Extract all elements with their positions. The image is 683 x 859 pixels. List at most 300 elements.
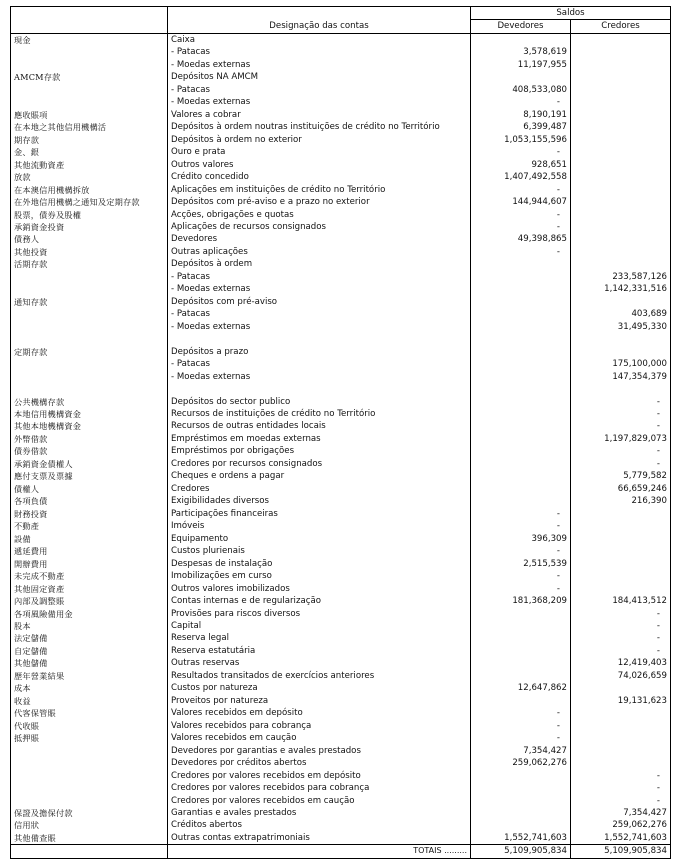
account-name-pt: Valores recebidos em depósito [168,707,471,719]
account-name-zh [11,59,168,71]
saldo-devedor [471,258,571,270]
saldo-devedor [471,346,571,358]
saldo-devedor [471,608,571,620]
header-saldos: Saldos [471,7,671,20]
table-row [11,196,671,208]
saldo-devedor: 259,062,276 [471,757,571,769]
saldo-credor [571,209,671,221]
saldo-devedor: - [471,221,571,233]
account-name-zh: 未完成不動產 [11,570,168,582]
account-name-zh: 股票，債券及股權 [11,209,168,221]
table-row [11,483,671,495]
account-name-pt: Aplicações em instituições de crédito no Território [168,184,471,196]
saldo-devedor: 1,407,492,558 [471,171,571,183]
saldo-devedor [471,795,571,807]
account-name-zh: 外幣借款 [11,433,168,445]
table-row [11,383,671,395]
table-row [11,408,671,420]
header-blank-2 [168,7,471,20]
account-name-zh: 承銷資金債權人 [11,458,168,470]
saldo-devedor [471,71,571,83]
saldo-credor: 66,659,246 [571,483,671,495]
table-row [11,321,671,333]
account-name-zh: 不動產 [11,520,168,532]
account-name-pt: Crédito concedido [168,171,471,183]
table-row [11,570,671,582]
table-row [11,283,671,295]
saldo-devedor [471,433,571,445]
saldo-credor [571,570,671,582]
account-name-zh: 信用狀 [11,819,168,831]
totals-credores: 5,109,905,834 [571,845,671,858]
header-devedores: Devedores [471,20,571,33]
account-name-zh: 金、銀 [11,146,168,158]
account-name-zh [11,745,168,757]
account-name-pt: Imóveis [168,520,471,532]
table-row [11,558,671,570]
account-name-pt: Despesas de instalação [168,558,471,570]
table-row [11,495,671,507]
account-name-pt: Depósitos com pré-aviso e a prazo no exterior [168,196,471,208]
totals-label: TOTAIS ......... [168,845,471,858]
table-row [11,695,671,707]
table-row [11,782,671,794]
table-row [11,59,671,71]
saldo-credor: - [571,770,671,782]
table-row [11,271,671,283]
saldo-credor [571,533,671,545]
table-row [11,608,671,620]
account-name-pt: Recursos de instituições de crédito no Território [168,408,471,420]
saldo-credor [571,346,671,358]
balance-sheet [10,6,670,859]
saldo-devedor: 3,578,619 [471,46,571,58]
account-name-pt: Valores recebidos em caução [168,732,471,744]
account-name-zh: 應收賬項 [11,109,168,121]
saldo-devedor: - [471,583,571,595]
account-name-pt: Credores por valores recebidos para cobrança [168,782,471,794]
account-name-zh: 抵押賬 [11,732,168,744]
account-name-zh: 其他流動資產 [11,159,168,171]
table-row [11,583,671,595]
account-name-zh [11,358,168,370]
account-name-pt: Equipamento [168,533,471,545]
account-name-zh: 公共機構存款 [11,396,168,408]
account-name-zh: 設備 [11,533,168,545]
saldo-credor: 1,197,829,073 [571,433,671,445]
header-blank [11,7,168,20]
account-name-pt: Depósitos à ordem [168,258,471,270]
saldo-credor [571,134,671,146]
account-name-pt: Credores [168,483,471,495]
account-name-zh: 股本 [11,620,168,632]
saldo-devedor: 181,368,209 [471,595,571,607]
account-rows [11,33,671,844]
account-name-zh: 在外地信用機構之通知及定期存款 [11,196,168,208]
saldo-credor [571,583,671,595]
table-row [11,682,671,694]
account-name-zh: 代客保管賬 [11,707,168,719]
table-row [11,233,671,245]
account-name-zh: 內部及調整賬 [11,595,168,607]
account-name-zh: 收益 [11,695,168,707]
table-row [11,221,671,233]
saldo-credor [571,333,671,345]
saldo-devedor: - [471,184,571,196]
account-name-pt: Outras aplicações [168,246,471,258]
saldo-devedor [471,33,571,46]
saldo-devedor [471,695,571,707]
account-name-pt: - Patacas [168,46,471,58]
saldo-credor: 7,354,427 [571,807,671,819]
saldo-credor [571,221,671,233]
table-row [11,458,671,470]
saldo-credor: 184,413,512 [571,595,671,607]
account-name-pt: Proveitos por natureza [168,695,471,707]
account-name-zh: 期存款 [11,134,168,146]
table-row [11,33,671,46]
account-name-pt: Depósitos do sector publico [168,396,471,408]
saldo-credor: 19,131,623 [571,695,671,707]
account-name-pt: Credores por recursos consignados [168,458,471,470]
account-name-zh: 現金 [11,33,168,46]
table-row [11,657,671,669]
account-name-zh [11,333,168,345]
header-designacao: Designação das contas [168,20,471,33]
saldo-credor: - [571,645,671,657]
saldo-credor [571,383,671,395]
table-row [11,795,671,807]
header-row-columns [11,20,671,33]
account-name-pt: - Patacas [168,84,471,96]
account-name-zh [11,383,168,395]
table-row [11,632,671,644]
saldo-credor: - [571,608,671,620]
saldo-devedor: 6,399,487 [471,121,571,133]
saldo-devedor [471,283,571,295]
table-row [11,258,671,270]
saldo-devedor [471,470,571,482]
saldo-credor [571,196,671,208]
account-name-pt: Exigibilidades diversos [168,495,471,507]
saldo-credor [571,33,671,46]
table-row [11,770,671,782]
account-name-pt: - Patacas [168,358,471,370]
saldo-credor [571,745,671,757]
account-name-pt: Acções, obrigações e quotas [168,209,471,221]
saldo-credor [571,682,671,694]
account-name-zh: 承銷資金投資 [11,221,168,233]
saldo-credor [571,59,671,71]
saldo-devedor [471,770,571,782]
saldo-credor: 216,390 [571,495,671,507]
header-row-saldos [11,7,671,20]
saldo-devedor: 2,515,539 [471,558,571,570]
account-name-zh: 代收賬 [11,720,168,732]
saldo-devedor: - [471,96,571,108]
saldo-credor: - [571,795,671,807]
account-name-pt: Reserva legal [168,632,471,644]
saldo-devedor: 8,190,191 [471,109,571,121]
account-name-pt [168,333,471,345]
account-name-zh: 歷年營業結果 [11,670,168,682]
saldo-devedor: 1,552,741,603 [471,832,571,845]
account-name-zh: 自定儲備 [11,645,168,657]
saldo-credor [571,109,671,121]
account-name-pt: - Moedas externas [168,96,471,108]
account-name-pt: Provisões para riscos diversos [168,608,471,620]
table-row [11,720,671,732]
saldo-credor: 233,587,126 [571,271,671,283]
account-name-pt: Participações financeiras [168,508,471,520]
saldo-credor [571,159,671,171]
saldo-credor [571,184,671,196]
table-row [11,308,671,320]
saldo-devedor: - [471,545,571,557]
account-name-zh: 應付支票及票據 [11,470,168,482]
saldo-credor: 175,100,000 [571,358,671,370]
saldo-devedor [471,321,571,333]
saldo-devedor: - [471,209,571,221]
account-name-pt: Valores recebidos para cobrança [168,720,471,732]
saldo-credor [571,732,671,744]
table-row [11,470,671,482]
account-name-zh [11,321,168,333]
account-name-zh: 其他備查賬 [11,832,168,845]
account-name-pt: Outras contas extrapatrimoniais [168,832,471,845]
account-name-zh [11,371,168,383]
account-name-pt: - Patacas [168,308,471,320]
saldo-devedor: - [471,707,571,719]
table-row [11,707,671,719]
saldo-devedor [471,420,571,432]
account-name-pt: Capital [168,620,471,632]
account-name-zh [11,96,168,108]
account-name-zh: AMCM存款 [11,71,168,83]
table-row [11,358,671,370]
saldo-devedor [471,657,571,669]
table-row [11,159,671,171]
account-name-pt: Recursos de outras entidades locais [168,420,471,432]
saldo-credor [571,520,671,532]
account-name-pt: Empréstimos em moedas externas [168,433,471,445]
saldo-credor: 31,495,330 [571,321,671,333]
account-name-pt: - Moedas externas [168,59,471,71]
table-row [11,732,671,744]
table-row [11,209,671,221]
saldo-credor: - [571,620,671,632]
account-name-zh: 其他固定資產 [11,583,168,595]
account-name-zh: 法定儲備 [11,632,168,644]
account-name-zh [11,271,168,283]
account-name-zh: 債務人 [11,233,168,245]
saldo-credor [571,46,671,58]
saldo-credor [571,296,671,308]
saldo-credor [571,558,671,570]
table-row [11,420,671,432]
account-name-zh [11,757,168,769]
saldo-credor [571,508,671,520]
account-name-pt: - Moedas externas [168,321,471,333]
saldo-credor: - [571,408,671,420]
table-row [11,520,671,532]
account-name-zh: 各項風險備用金 [11,608,168,620]
totals-row [11,845,671,858]
account-name-pt: Empréstimos por obrigações [168,445,471,457]
account-name-pt: Contas internas e de regularização [168,595,471,607]
saldo-devedor [471,458,571,470]
table-row [11,832,671,845]
account-name-pt: Credores por valores recebidos em caução [168,795,471,807]
account-name-zh: 放款 [11,171,168,183]
account-name-zh: 其他本地機構資金 [11,420,168,432]
account-name-pt: Reserva estatutária [168,645,471,657]
saldo-devedor [471,445,571,457]
saldo-devedor [471,645,571,657]
saldo-devedor [471,782,571,794]
account-name-zh: 保證及擔保付款 [11,807,168,819]
saldo-credor: - [571,445,671,457]
saldo-credor: 1,142,331,516 [571,283,671,295]
account-name-zh: 活期存款 [11,258,168,270]
account-name-pt: Depósitos NA AMCM [168,71,471,83]
saldo-credor: - [571,632,671,644]
table-row [11,545,671,557]
saldo-devedor: - [471,520,571,532]
saldo-devedor [471,383,571,395]
saldo-credor [571,258,671,270]
saldo-credor: - [571,458,671,470]
saldo-credor [571,246,671,258]
saldo-devedor [471,670,571,682]
saldo-credor [571,233,671,245]
saldo-credor [571,171,671,183]
account-name-zh: 定期存款 [11,346,168,358]
saldo-credor: 147,354,379 [571,371,671,383]
account-name-pt: - Moedas externas [168,283,471,295]
table-row [11,433,671,445]
saldo-devedor [471,371,571,383]
saldo-credor: - [571,420,671,432]
table-row [11,146,671,158]
account-name-pt: Outras reservas [168,657,471,669]
table-row [11,184,671,196]
saldo-credor: 403,689 [571,308,671,320]
balance-table [10,6,671,859]
account-name-pt: Resultados transitados de exercícios anteriores [168,670,471,682]
totals-blank [11,845,168,858]
saldo-credor: 1,552,741,603 [571,832,671,845]
table-row [11,595,671,607]
table-row [11,645,671,657]
saldo-devedor [471,396,571,408]
account-name-pt: - Moedas externas [168,371,471,383]
saldo-devedor: 144,944,607 [471,196,571,208]
saldo-credor: - [571,782,671,794]
account-name-pt: Devedores por garantias e avales prestados [168,745,471,757]
header-credores: Credores [571,20,671,33]
saldo-devedor: - [471,732,571,744]
saldo-devedor [471,819,571,831]
account-name-pt: Outros valores imobilizados [168,583,471,595]
account-name-pt: Credores por valores recebidos em depósito [168,770,471,782]
account-name-pt: Depósitos à ordem noutras instituições de crédito no Território [168,121,471,133]
saldo-devedor [471,333,571,345]
table-row [11,807,671,819]
account-name-pt: Outros valores [168,159,471,171]
account-name-zh: 債權人 [11,483,168,495]
account-name-pt: Garantias e avales prestados [168,807,471,819]
table-row [11,246,671,258]
saldo-credor: 12,419,403 [571,657,671,669]
table-row [11,533,671,545]
account-name-pt: Cheques e ordens a pagar [168,470,471,482]
table-row [11,745,671,757]
table-row [11,71,671,83]
account-name-pt: Devedores por créditos abertos [168,757,471,769]
table-row [11,396,671,408]
saldo-devedor: 49,398,865 [471,233,571,245]
account-name-zh: 成本 [11,682,168,694]
saldo-credor: 5,779,582 [571,470,671,482]
account-name-zh [11,84,168,96]
saldo-devedor [471,620,571,632]
saldo-devedor [471,483,571,495]
saldo-devedor: - [471,720,571,732]
header-blank-3 [11,20,168,33]
saldo-devedor: 396,309 [471,533,571,545]
saldo-devedor: 928,651 [471,159,571,171]
table-row [11,296,671,308]
saldo-credor: 74,026,659 [571,670,671,682]
account-name-pt: Imobilizações em curso [168,570,471,582]
saldo-credor [571,96,671,108]
table-row [11,84,671,96]
account-name-zh [11,283,168,295]
saldo-devedor [471,308,571,320]
saldo-credor [571,720,671,732]
account-name-zh: 開辦費用 [11,558,168,570]
saldo-credor [571,71,671,83]
totals-devedores: 5,109,905,834 [471,845,571,858]
saldo-devedor: - [471,570,571,582]
saldo-devedor [471,495,571,507]
saldo-devedor: - [471,146,571,158]
account-name-pt: - Patacas [168,271,471,283]
account-name-pt: Custos por natureza [168,682,471,694]
saldo-devedor [471,358,571,370]
saldo-devedor: 12,647,862 [471,682,571,694]
account-name-zh: 其他儲備 [11,657,168,669]
table-row [11,46,671,58]
saldo-devedor [471,271,571,283]
account-name-zh: 債券借款 [11,445,168,457]
saldo-devedor: 408,533,080 [471,84,571,96]
saldo-devedor: 11,197,955 [471,59,571,71]
saldo-devedor [471,296,571,308]
saldo-devedor: - [471,246,571,258]
account-name-zh: 遞延費用 [11,545,168,557]
account-name-zh [11,795,168,807]
table-row [11,670,671,682]
table-row [11,333,671,345]
saldo-devedor [471,632,571,644]
saldo-devedor: 1,053,155,596 [471,134,571,146]
table-row [11,508,671,520]
saldo-devedor [471,408,571,420]
account-name-zh: 在本澳信用機構拆放 [11,184,168,196]
account-name-pt: Devedores [168,233,471,245]
